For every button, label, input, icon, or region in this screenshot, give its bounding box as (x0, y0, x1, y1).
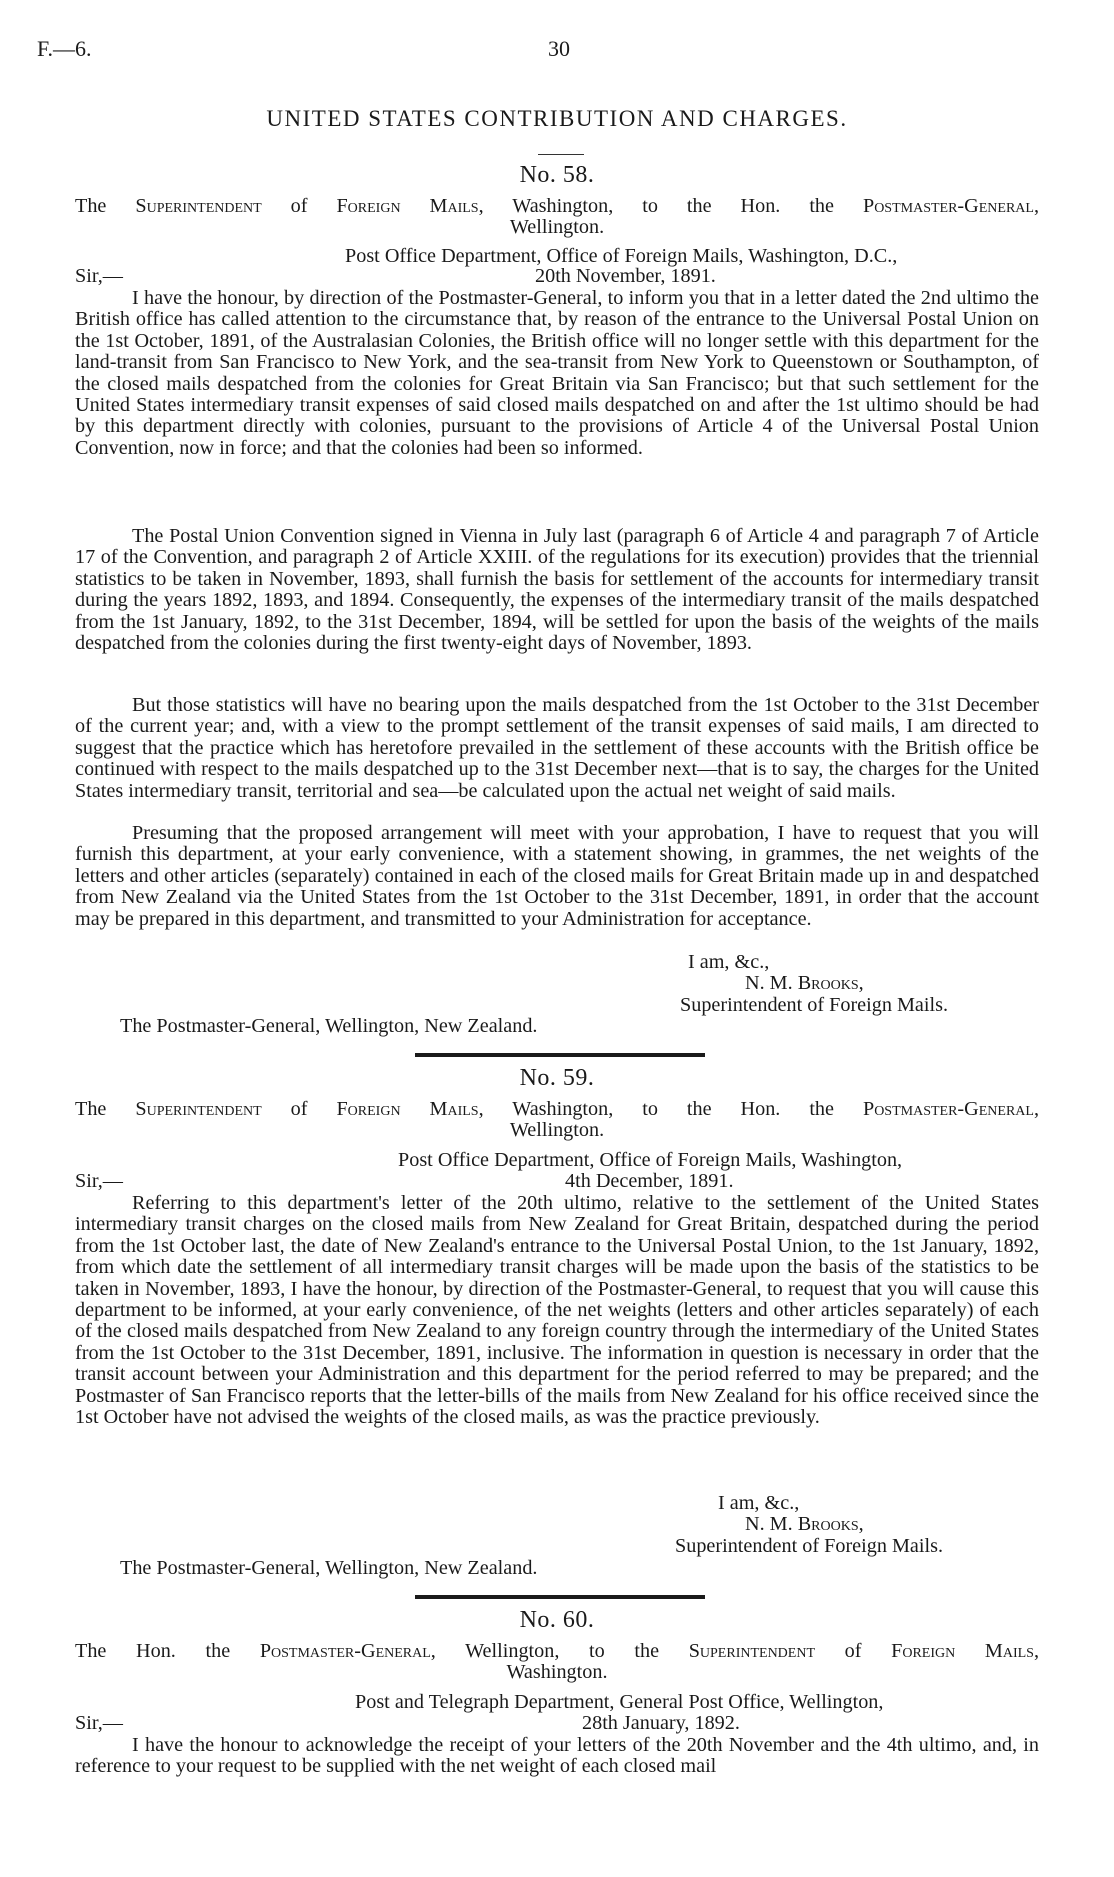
letter-heading: The Superintendent of Foreign Mails, Washington, to the Hon. the Postmaster-General, (75, 1098, 1039, 1120)
salutation: Sir,— (75, 1170, 123, 1192)
letter-date: 28th January, 1892. (582, 1712, 740, 1734)
letter-heading-line2: Wellington. (509, 216, 605, 238)
letter-address: Post and Telegraph Department, General Post Office, Wellington, (355, 1691, 884, 1713)
letter-divider (415, 1595, 705, 1599)
body-paragraph: Referring to this department's letter of the 20th ultimo, relative to the settlement of the United States intermediary transit charges on the closed mails from New Zealand for Great Britain, despatched during the period from the 1st October last, the date of New Zealand's entrance to the Universal Postal Union, to the 1st January, 1892, from which date the settlement of all intermediary transit charges will be made upon the basis of the statistics to be taken in November, 1893, I have the honour, by direction of the Postmaster-General, to request that you will cause this department to be informed, at your early convenience, of the net weights (letters and other articles separately) of each of the closed mails despatched from New Zealand to any foreign country through the intermediary of the United States from the 1st October to the 31st December, 1891, inclusive. The information in question is necessary in order that the transit account between your Administration and this department for the period referred to may be prepared; and the Postmaster of San Francisco reports that the letter-bills of the mails from New Zealand for his office received since the 1st October have not advised the weights of the closed mails, as was the practice previously. (75, 1192, 1039, 1429)
letter-heading-line2: Washington. (506, 1661, 608, 1683)
closing: I am, &c., (718, 1492, 800, 1514)
signatory-title: Superintendent of Foreign Mails. (680, 994, 949, 1016)
letter-number: No. 59. (519, 1065, 595, 1091)
letter-address: Post Office Department, Office of Foreign Mails, Washington, (398, 1149, 903, 1171)
salutation: Sir,— (75, 265, 123, 287)
salutation: Sir,— (75, 1712, 123, 1734)
addressee: The Postmaster-General, Wellington, New Zealand. (120, 1557, 538, 1579)
section-title: UNITED STATES CONTRIBUTION AND CHARGES. (266, 106, 848, 131)
document-reference: F.—6. (37, 36, 92, 61)
letter-divider (415, 1053, 705, 1057)
addressee: The Postmaster-General, Wellington, New Zealand. (120, 1015, 538, 1037)
closing: I am, &c., (688, 951, 770, 973)
body-paragraph: I have the honour to acknowledge the receipt of your letters of the 20th November and the 4th ultimo, and, in reference to your request to be supplied with the net weight of each closed mail (75, 1734, 1039, 1778)
letter-heading: The Superintendent of Foreign Mails, Washington, to the Hon. the Postmaster-General, (75, 195, 1039, 217)
signatory: N. M. Brooks, (745, 972, 864, 994)
signatory-title: Superintendent of Foreign Mails. (675, 1535, 944, 1557)
letter-heading: The Hon. the Postmaster-General, Wellington, to the Superintendent of Foreign Mails, (75, 1640, 1039, 1662)
letter-number: No. 58. (519, 162, 595, 188)
letter-heading-line2: Wellington. (509, 1119, 605, 1141)
body-paragraph: Presuming that the proposed arrangement will meet with your approbation, I have to request that you will furnish this department, at your early convenience, with a statement showing, in grammes, the net weights of the letters and other articles (separately) contained in each of the closed mails for Great Britain made up in and despatched from New Zealand via the United States from the 1st October to the 31st December, 1891, in order that the account may be prepared in this department, and transmitted to your Administration for acceptance. (75, 822, 1039, 930)
title-divider (538, 154, 584, 155)
body-paragraph: I have the honour, by direction of the Postmaster-General, to inform you that in a letter dated the 2nd ultimo the British office has called attention to the circumstance that, by reason of the entrance to the Universal Postal Union on the 1st October, 1891, of the Australasian Colonies, the British office will no longer settle with this department for the land-transit from San Francisco to New York, and the sea-transit from New York to Queenstown or Southampton, of the closed mails despatched from the colonies for Great Britain via San Francisco; but that such settlement for the United States intermediary transit expenses of said closed mails despatched on and after the 1st ultimo should be had by this department directly with colonies, pursuant to the provisions of Article 4 of the Universal Postal Union Convention, now in force; and that the colonies had been so informed. (75, 287, 1039, 459)
letter-address: Post Office Department, Office of Foreign Mails, Washington, D.C., (345, 245, 898, 267)
letter-date: 20th November, 1891. (535, 265, 716, 287)
body-paragraph: But those statistics will have no bearing upon the mails despatched from the 1st October to the 31st December of the current year; and, with a view to the prompt settlement of the transit expenses of said mails, I am directed to suggest that the practice which has heretofore prevailed in the settlement of these accounts with the British office be continued with respect to the mails despatched up to the 31st December next—that is to say, the charges for the United States intermediary transit, territorial and sea—be calculated upon the actual net weight of said mails. (75, 694, 1039, 802)
body-paragraph: The Postal Union Convention signed in Vienna in July last (paragraph 6 of Article 4 and paragraph 7 of Article 17 of the Convention, and paragraph 2 of Article XXIII. of the regulations for its execution) provides that the triennial statistics to be taken in November, 1893, shall furnish the basis for settlement of the accounts for intermediary transit during the years 1892, 1893, and 1894. Consequently, the expenses of the intermediary transit of the mails despatched from the 1st January, 1892, to the 31st December, 1894, will be settled for upon the basis of the weights of the mails despatched from the colonies during the first twenty-eight days of November, 1893. (75, 525, 1039, 655)
signatory: N. M. Brooks, (745, 1513, 864, 1535)
letter-number: No. 60. (519, 1607, 595, 1633)
page-number: 30 (548, 36, 570, 61)
letter-date: 4th December, 1891. (565, 1170, 734, 1192)
